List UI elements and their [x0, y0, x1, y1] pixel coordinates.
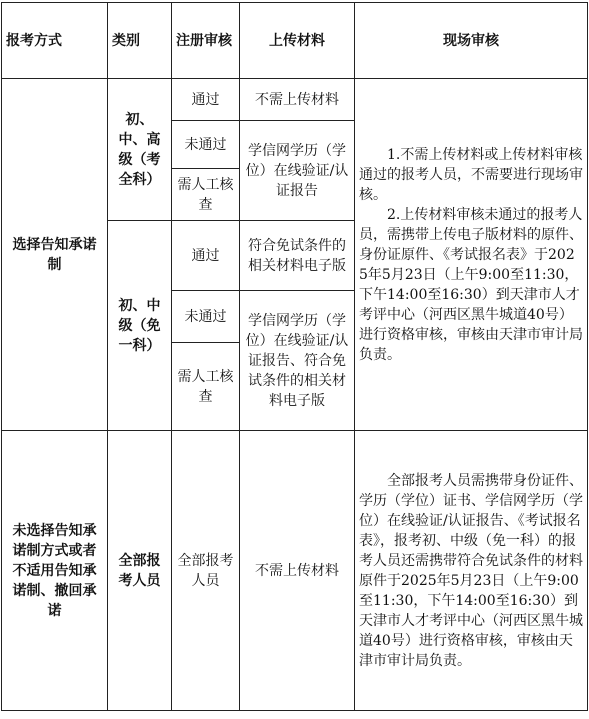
- review-all-applicants: 全部报考人员: [172, 431, 240, 711]
- category-all-applicants: 全部报考人员: [108, 431, 172, 711]
- header-upload-materials: 上传材料: [240, 3, 355, 79]
- onsite-review-notes: [355, 79, 588, 431]
- method-commitment: 选择告知承诺制: [2, 79, 108, 431]
- upload-degree-and-exemption: 学信网学历（学位）在线验证/认证报告、符合免试条件的相关材料电子版: [240, 291, 355, 431]
- review-fail: 未通过: [172, 291, 240, 343]
- upload-not-required: 不需上传材料: [240, 431, 355, 711]
- qualification-review-table: [1, 2, 588, 711]
- onsite-review-all: [355, 431, 588, 711]
- review-pass: 通过: [172, 79, 240, 121]
- upload-exemption-materials: 符合免试条件的相关材料电子版: [240, 221, 355, 291]
- review-pass: 通过: [172, 221, 240, 291]
- review-manual-check: 需人工核查: [172, 343, 240, 431]
- table-row: [2, 79, 588, 121]
- upload-not-required: 不需上传材料: [240, 79, 355, 121]
- header-category: 类别: [108, 3, 172, 79]
- onsite-note-all: 全部报考人员需携带身份证件、学历（学位）证书、学信网学历（学位）在线验证/认证报告、《考试报名表》，报考初、中级（免一科）的报考人员还需携带符合免试条件的材料原件于2025年5月23日（上午9:00至11:30，下午14:00至16:30）到天津市人才考评中心（河西区黑牛城道40号）进行资格审核，审核由天津市审计局负责。: [359, 472, 583, 669]
- category-exempt-one: 初、中级（免一科）: [108, 221, 172, 431]
- method-no-commitment: 未选择告知承诺制方式或者不适用告知承诺制、撤回承诺: [2, 431, 108, 711]
- onsite-note-1: 1.不需上传材料或上传材料审核通过的报考人员，不需要进行现场审核。: [359, 146, 583, 203]
- review-manual-check: 需人工核查: [172, 169, 240, 221]
- header-onsite-review: 现场审核: [355, 3, 588, 79]
- upload-degree-report: 学信网学历（学位）在线验证/认证报告: [240, 121, 355, 221]
- header-method: 报考方式: [2, 3, 108, 79]
- onsite-note-2: 2.上传材料审核未通过的报考人员，需携带上传电子版材料的原件、身份证原件、《考试报名表》于2025年5月23日（上午9:00至11:30，下午14:00至16:30）到天津市人才考评中心（河西区黑牛城道40号）进行资格审核，审核由天津市审计局负责。: [359, 206, 583, 363]
- review-fail: 未通过: [172, 121, 240, 169]
- header-row: [2, 3, 588, 79]
- header-registration-review: 注册审核: [172, 3, 240, 79]
- category-full-subjects: 初、中、高级（考全科）: [108, 79, 172, 221]
- table-row: [2, 431, 588, 711]
